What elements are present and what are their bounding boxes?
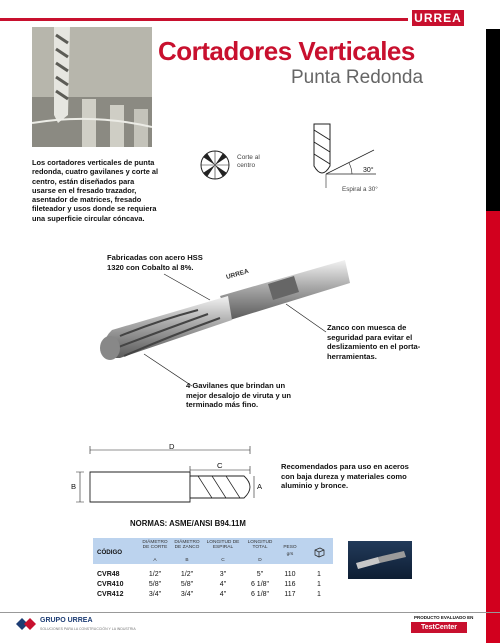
- evaluated-text: PRODUCTO EVALUADO EN: [414, 615, 474, 620]
- tool-engraving: URREA: [225, 267, 250, 282]
- row-a: 3/4": [148, 591, 162, 598]
- row-qty: 1: [317, 581, 321, 588]
- thumbnail-tool: [348, 541, 412, 579]
- row-a: 5/8": [148, 581, 162, 588]
- row-d: 6 1/8": [250, 581, 270, 588]
- helix-label: Espiral a 30°: [342, 186, 378, 193]
- description-text: Los cortadores verticales de punta redonda, cuatro gavilanes y corte al centro, están diseñados para usarse en el fresado trazador, asentador de matrices, fresado fileteador y usos donde se requiera una superficie circular cóncava.: [32, 158, 159, 223]
- flutes-callout: 4 Gavilanes que brindan un mejor desalojo de viruta y un terminado más fino.: [186, 381, 292, 409]
- product-thumbnail: [348, 541, 412, 579]
- product-photo: [32, 27, 152, 147]
- header-bar: [0, 0, 500, 29]
- dim-a-label: A: [257, 482, 263, 491]
- row-b: 1/2": [180, 571, 194, 578]
- row-b: 5/8": [180, 581, 194, 588]
- grupo-urrea-text: GRUPO URREA: [40, 617, 93, 624]
- row-code: CVR412: [97, 591, 124, 598]
- header-shank-dia-letter: B: [185, 558, 189, 563]
- shank-leader: [280, 300, 330, 340]
- dim-b-label: B: [71, 482, 77, 491]
- row-c: 4": [219, 581, 227, 588]
- dim-c-label: C: [217, 461, 223, 470]
- row-code: CVR410: [97, 581, 124, 588]
- row-b: 3/4": [180, 591, 194, 598]
- header-shank-dia: DIÁMETRO DE ZANCO: [174, 540, 200, 551]
- row-weight: 116: [284, 581, 296, 588]
- side-accent-red: [486, 211, 500, 643]
- row-c: 4": [219, 591, 227, 598]
- header-spiral-len: LONGITUD DE ESPIRAL: [206, 540, 240, 551]
- row-qty: 1: [317, 591, 321, 598]
- footer-rule: [0, 612, 500, 613]
- header-rule: [0, 18, 408, 21]
- row-d: 5": [256, 571, 264, 578]
- center-cut-label: Corte al centro: [237, 154, 260, 169]
- urrea-logo: URREA: [412, 10, 464, 26]
- header-cut-dia-letter: A: [153, 558, 157, 563]
- angle-label: 30°: [363, 167, 374, 174]
- header-spiral-len-letter: C: [221, 558, 225, 563]
- header-code: CÓDIGO: [97, 549, 123, 556]
- helix-diagram: [300, 122, 390, 194]
- norms-text: NORMAS: ASME/ANSI B94.11M: [130, 519, 246, 528]
- grupo-urrea-logo-icon: [14, 616, 36, 632]
- row-c: 3": [219, 571, 227, 578]
- dimension-drawing: [62, 440, 272, 520]
- shank-callout: Zanco con muesca de seguridad para evitar el deslizamiento en el porta-herramientas.: [327, 323, 421, 361]
- dim-d-label: D: [169, 442, 175, 451]
- package-icon: [313, 546, 325, 558]
- header-total-len-letter: D: [258, 558, 262, 563]
- row-weight: 117: [284, 591, 296, 598]
- testcenter-badge: TestCenter: [411, 622, 467, 633]
- usage-callout: Recomendados para uso en aceros con baja dureza y materiales como aluminio y bronce.: [281, 462, 409, 490]
- header-total-len: LONGITUD TOTAL: [247, 540, 273, 551]
- side-accent-black: [486, 29, 500, 211]
- material-leader: [160, 272, 220, 302]
- row-weight: 110: [284, 571, 296, 578]
- row-code: CVR48: [97, 571, 120, 578]
- photo-illustration: [32, 27, 152, 147]
- row-d: 6 1/8": [250, 591, 270, 598]
- row-a: 1/2": [148, 571, 162, 578]
- end-view-diagram: [195, 145, 275, 195]
- page-subtitle: Punta Redonda: [291, 67, 424, 88]
- page-title: Cortadores Verticales: [158, 36, 415, 66]
- header-cut-dia: DIÁMETRO DE CORTE: [142, 540, 168, 551]
- header-weight-unit: grs: [286, 552, 294, 557]
- header-weight: PESO: [283, 545, 297, 550]
- material-callout: Fabricadas con acero HSS 1320 con Cobalto al 8%.: [107, 253, 203, 272]
- grupo-urrea-subtext: SOLUCIONES PARA LA CONSTRUCCIÓN Y LA INDUSTRIA: [40, 627, 136, 631]
- flutes-leader: [140, 350, 200, 390]
- row-qty: 1: [317, 571, 321, 578]
